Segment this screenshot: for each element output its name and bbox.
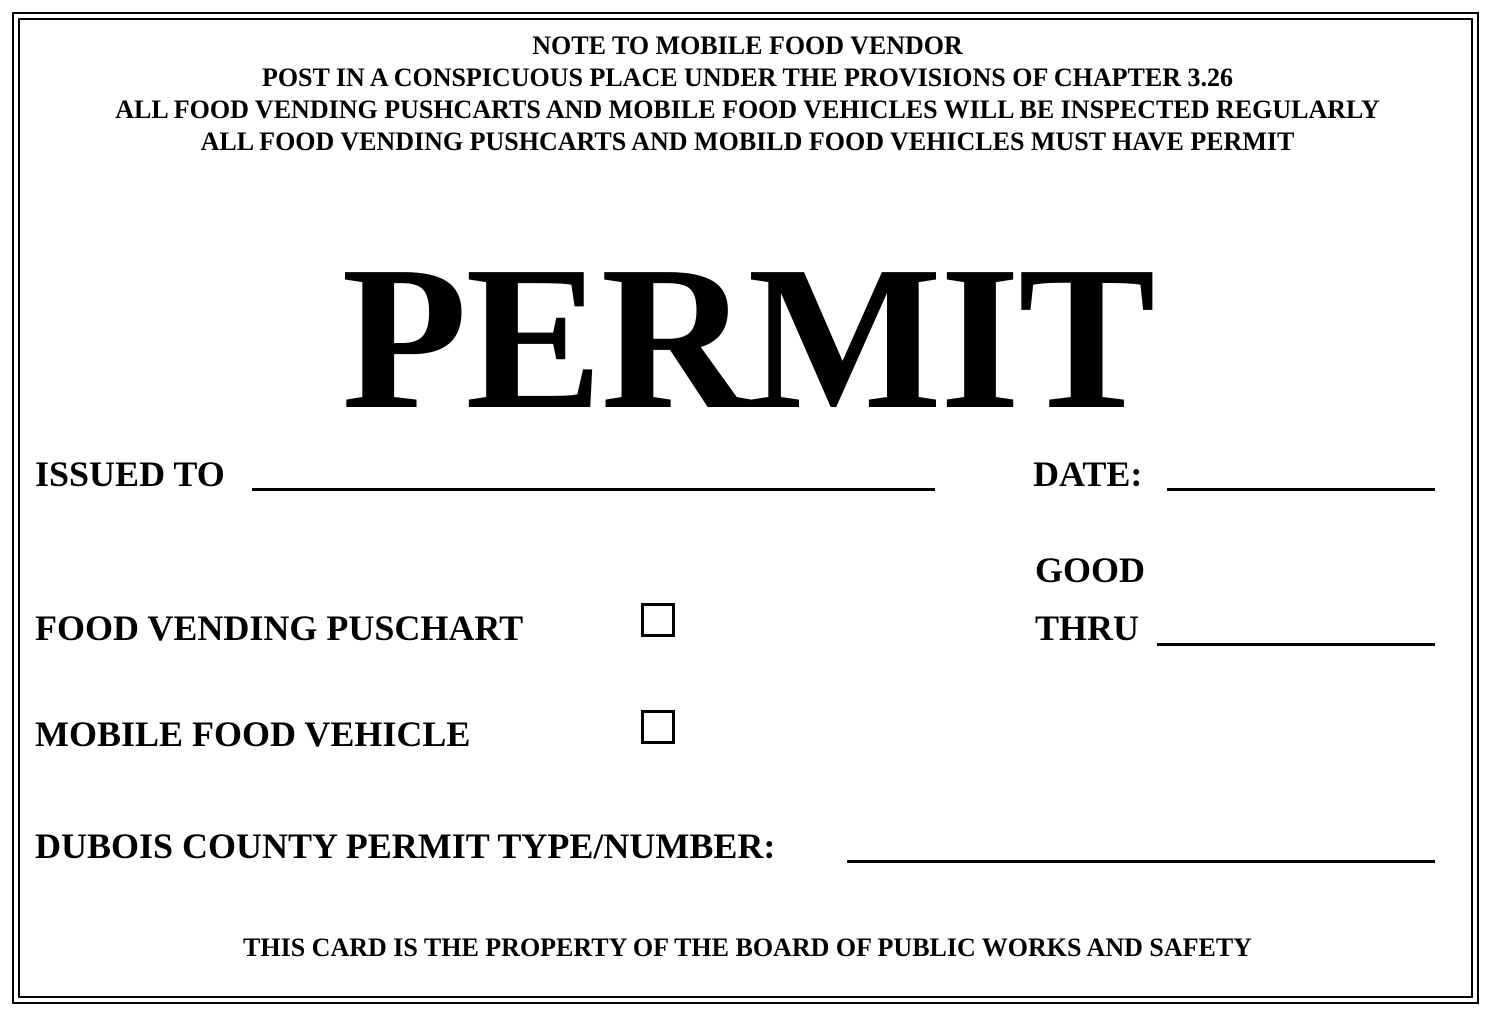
property-footer: THIS CARD IS THE PROPERTY OF THE BOARD OF PUBLIC WORKS AND SAFETY	[243, 933, 1252, 962]
pushcart-checkbox[interactable]	[641, 603, 675, 637]
date-field[interactable]	[1167, 488, 1435, 491]
permit-number-field[interactable]	[847, 860, 1435, 863]
pushcart-label: FOOD VENDING PUSCHART	[35, 608, 524, 648]
issued-to-label: ISSUED TO	[35, 454, 225, 494]
vehicle-checkbox[interactable]	[641, 710, 675, 744]
issued-to-field[interactable]	[252, 488, 935, 491]
notice-line-heading: NOTE TO MOBILE FOOD VENDOR	[532, 31, 963, 60]
good-thru-field[interactable]	[1157, 643, 1435, 646]
good-thru-label-line1: GOOD	[1035, 550, 1146, 590]
notice-line-posting: POST IN A CONSPICUOUS PLACE UNDER THE PROVISIONS OF CHAPTER 3.26	[261, 63, 1234, 92]
notice-line-inspection: ALL FOOD VENDING PUSHCARTS AND MOBILE FOOD VEHICLES WILL BE INSPECTED REGULARLY	[115, 95, 1380, 124]
permit-title: PERMIT	[341, 223, 1154, 452]
date-label: DATE:	[1033, 454, 1143, 494]
notice-line-permit-required: ALL FOOD VENDING PUSHCARTS AND MOBILD FOOD VEHICLES MUST HAVE PERMIT	[200, 127, 1295, 156]
permit-number-label: DUBOIS COUNTY PERMIT TYPE/NUMBER:	[35, 826, 776, 866]
good-thru-label-line2: THRU	[1035, 608, 1140, 648]
vehicle-label: MOBILE FOOD VEHICLE	[35, 714, 471, 754]
vendor-notice	[0, 30, 1495, 158]
